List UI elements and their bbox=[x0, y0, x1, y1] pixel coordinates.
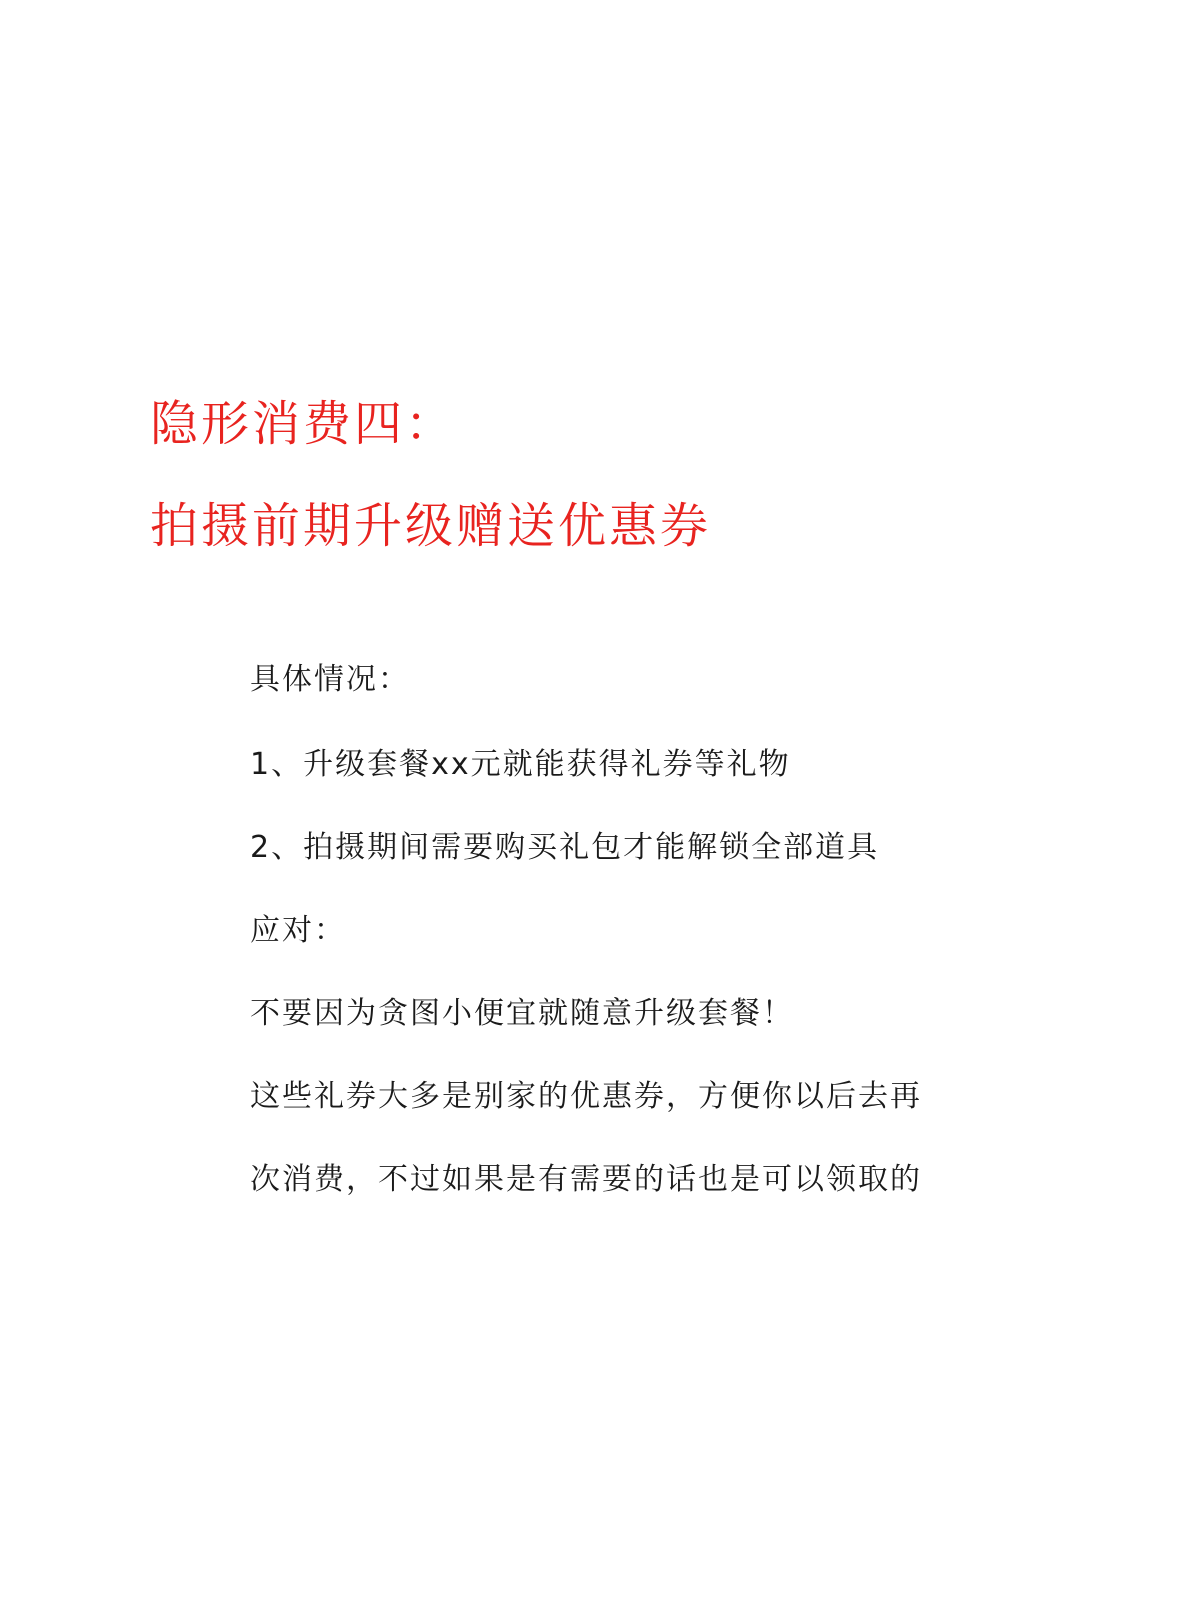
advice-text: 不要因为贪图小便宜就随意升级套餐！ bbox=[250, 996, 794, 1031]
situation-item-2: 2、拍摄期间需要购买礼包才能解锁全部道具 bbox=[250, 830, 880, 865]
heading-line-1: 隐形消费四： bbox=[150, 396, 457, 452]
situation-item-1: 1、升级套餐xx元就能获得礼券等礼物 bbox=[250, 747, 791, 782]
situation-label: 具体情况： bbox=[250, 662, 410, 697]
heading-line-2: 拍摄前期升级赠送优惠券 bbox=[150, 498, 712, 554]
explanation-line-2: 次消费，不过如果是有需要的话也是可以领取的 bbox=[250, 1162, 922, 1197]
response-label: 应对： bbox=[250, 913, 346, 948]
explanation-line-1: 这些礼券大多是别家的优惠券，方便你以后去再 bbox=[250, 1079, 922, 1114]
